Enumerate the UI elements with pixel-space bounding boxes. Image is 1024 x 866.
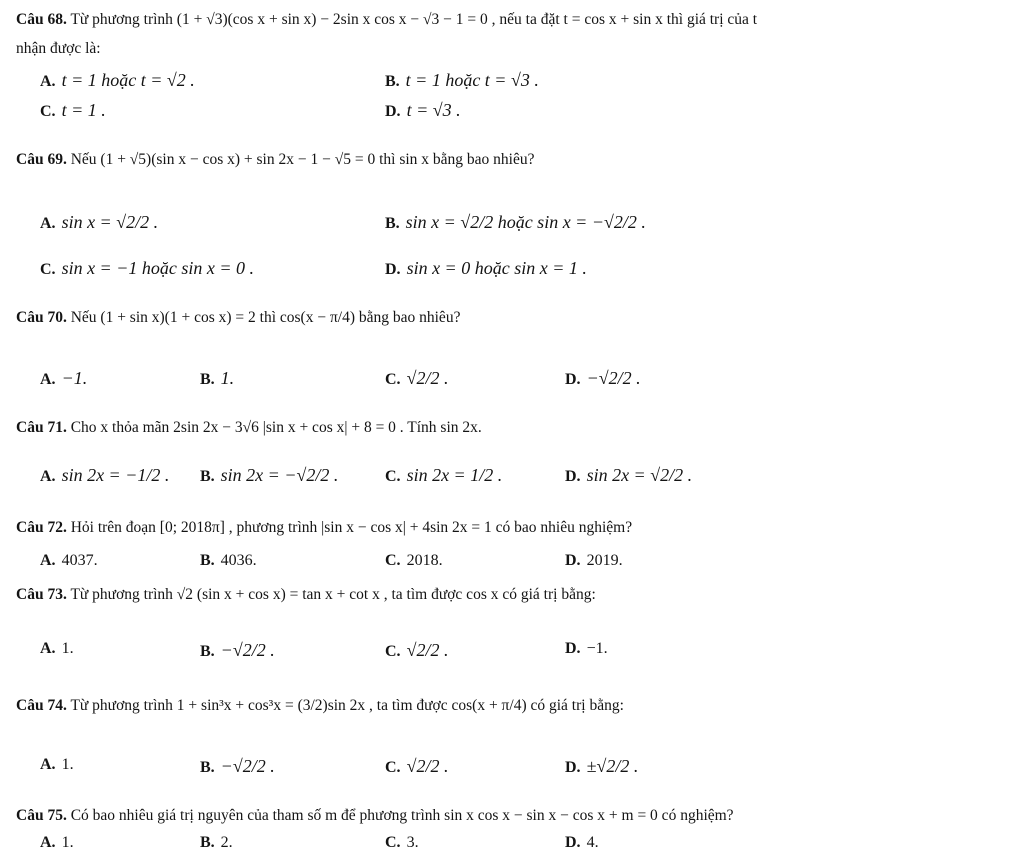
option-b: B. t = 1 hoặc t = √3 .: [385, 70, 539, 90]
question-73: [16, 585, 1016, 605]
question-continuation: nhận được là:: [16, 40, 101, 57]
option-b: B. sin x = √2/2 hoặc sin x = −√2/2 .: [385, 212, 646, 232]
option-b: B. −√2/2 .: [200, 640, 275, 660]
question-70: [16, 308, 1016, 328]
question-label: Câu 74.: [16, 697, 67, 714]
question-69: [16, 150, 1016, 170]
question-text: Nếu (1 + √5)(sin x − cos x) + sin 2x − 1 − √5 = 0 thì sin x bằng bao nhiêu?: [70, 151, 535, 168]
option-c: C. 2018.: [385, 552, 443, 569]
option-d: D. 2019.: [565, 552, 623, 569]
question-label: Câu 75.: [16, 807, 67, 824]
option-c: C. t = 1 .: [40, 100, 106, 120]
option-d: D. ±√2/2 .: [565, 756, 639, 776]
question-72: [16, 518, 1016, 538]
option-d: D. −√2/2 .: [565, 368, 641, 388]
question-text: Hỏi trên đoạn [0; 2018π] , phương trình |sin x − cos x| + 4sin 2x = 1 có bao nhiêu nghiệm?: [70, 519, 633, 536]
question-label: Câu 69.: [16, 151, 67, 168]
option-b: B. −√2/2 .: [200, 756, 275, 776]
option-c: C. √2/2 .: [385, 640, 449, 660]
option-a: A. sin x = √2/2 .: [40, 212, 159, 232]
option-d: D. −1.: [565, 640, 608, 657]
option-c: C. 3.: [385, 834, 419, 851]
option-c: C. sin 2x = 1/2 .: [385, 465, 503, 485]
option-c: C. √2/2 .: [385, 368, 449, 388]
question-label: Câu 72.: [16, 519, 67, 536]
option-d: D. sin x = 0 hoặc sin x = 1 .: [385, 258, 587, 278]
option-b: B. 4036.: [200, 552, 257, 569]
option-a: A. 1.: [40, 834, 74, 851]
option-d: D. t = √3 .: [385, 100, 461, 120]
option-a: A. 1.: [40, 640, 74, 657]
question-text: Có bao nhiêu giá trị nguyên của tham số m để phương trình sin x cos x − sin x − cos x + m = 0 có nghiệm?: [70, 807, 734, 824]
question-label: Câu 71.: [16, 419, 67, 436]
option-a: A. 4037.: [40, 552, 98, 569]
option-b: B. 2.: [200, 834, 233, 851]
option-d: D. sin 2x = √2/2 .: [565, 465, 693, 485]
question-74: [16, 696, 1016, 716]
question-label: Câu 68.: [16, 11, 67, 28]
option-a: A. 1.: [40, 756, 74, 773]
question-label: Câu 70.: [16, 309, 67, 326]
option-d: D. 4.: [565, 834, 599, 851]
option-b: B. sin 2x = −√2/2 .: [200, 465, 339, 485]
question-text: Từ phương trình (1 + √3)(cos x + sin x) − 2sin x cos x − √3 − 1 = 0 , nếu ta đặt t = cos x + sin x thì giá trị của t: [70, 11, 758, 28]
option-c: C. sin x = −1 hoặc sin x = 0 .: [40, 258, 254, 278]
question-75: [16, 806, 1016, 826]
option-a: A. −1.: [40, 368, 88, 388]
option-c: C. √2/2 .: [385, 756, 449, 776]
question-text: Từ phương trình √2 (sin x + cos x) = tan x + cot x , ta tìm được cos x có giá trị bằng:: [70, 586, 596, 603]
question-text: Cho x thỏa mãn 2sin 2x − 3√6 |sin x + cos x| + 8 = 0 . Tính sin 2x.: [70, 419, 482, 436]
option-a: A. sin 2x = −1/2 .: [40, 465, 170, 485]
option-b: B. 1.: [200, 368, 235, 388]
question-68: [16, 10, 1016, 30]
question-label: Câu 73.: [16, 586, 67, 603]
question-text: Từ phương trình 1 + sin³x + cos³x = (3/2)sin 2x , ta tìm được cos(x + π/4) có giá trị bằng:: [70, 697, 624, 714]
question-71: [16, 418, 1016, 438]
question-text: Nếu (1 + sin x)(1 + cos x) = 2 thì cos(x − π/4) bằng bao nhiêu?: [70, 309, 461, 326]
option-a: A. t = 1 hoặc t = √2 .: [40, 70, 195, 90]
